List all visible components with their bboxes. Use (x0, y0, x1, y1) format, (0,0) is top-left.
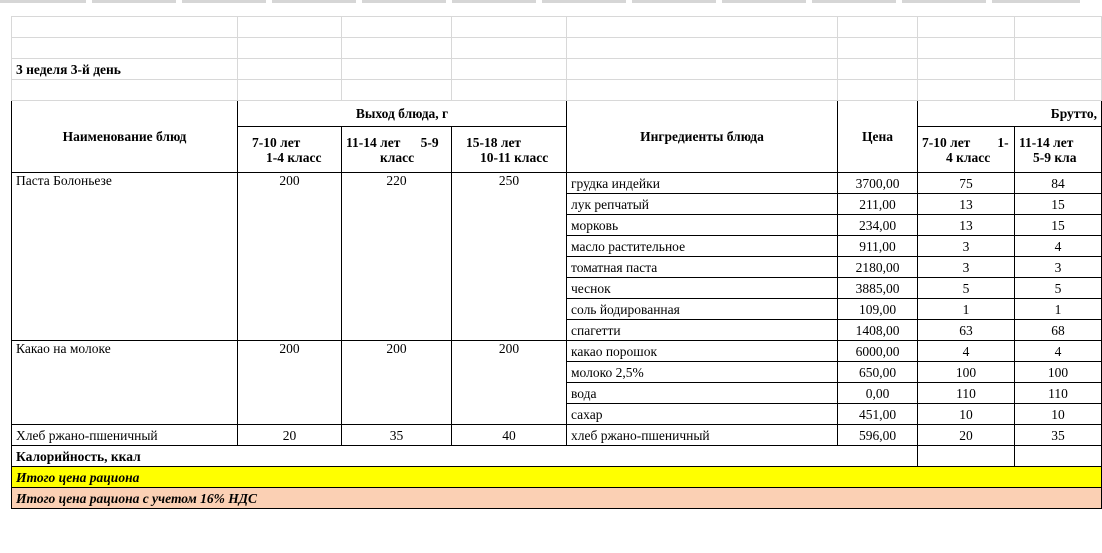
brutto-11-14[interactable]: 15 (1015, 194, 1102, 215)
brutto-7-10[interactable]: 13 (918, 215, 1015, 236)
brutto-11-14[interactable]: 1 (1015, 299, 1102, 320)
ingredient-price[interactable]: 596,00 (838, 425, 918, 446)
table-row (12, 173, 1102, 194)
calories-row (12, 446, 1102, 467)
ingredient-price[interactable]: 0,00 (838, 383, 918, 404)
calories-label[interactable]: Калорийность, ккал (12, 446, 918, 467)
total-vat-row (12, 488, 1102, 509)
brutto-7-10[interactable]: 20 (918, 425, 1015, 446)
output-header[interactable]: Выход блюда, г (238, 101, 567, 127)
ingredient-price[interactable]: 2180,00 (838, 257, 918, 278)
output-11-14[interactable]: 35 (342, 425, 452, 446)
brutto-7-10[interactable]: 5 (918, 278, 1015, 299)
ingredient-name[interactable]: лук репчатый (567, 194, 838, 215)
ingredient-price[interactable]: 1408,00 (838, 320, 918, 341)
brutto-11-14[interactable]: 4 (1015, 236, 1102, 257)
menu-table (11, 16, 1102, 509)
ingredient-price[interactable]: 234,00 (838, 215, 918, 236)
table-row (12, 341, 1102, 362)
total-row (12, 467, 1102, 488)
empty-row (12, 17, 1102, 38)
brutto-11-14[interactable]: 35 (1015, 425, 1102, 446)
ingredient-price[interactable]: 911,00 (838, 236, 918, 257)
brutto-11-14[interactable]: 10 (1015, 404, 1102, 425)
ingredient-name[interactable]: соль йодированная (567, 299, 838, 320)
brutto-7-10[interactable]: 110 (918, 383, 1015, 404)
total-label[interactable]: Итого цена рациона (12, 467, 1102, 488)
output-11-14[interactable]: 220 (342, 173, 452, 341)
brutto-7-10[interactable]: 13 (918, 194, 1015, 215)
ingredient-price[interactable]: 3700,00 (838, 173, 918, 194)
ingredient-name[interactable]: томатная паста (567, 257, 838, 278)
sheet-title[interactable]: 3 неделя 3-й день (12, 59, 238, 80)
header-row-1 (12, 101, 1102, 127)
output-11-14[interactable]: 200 (342, 341, 452, 425)
output-7-10[interactable]: 200 (238, 173, 342, 341)
brutto-header[interactable]: Брутто, (918, 101, 1102, 127)
ingredient-price[interactable]: 451,00 (838, 404, 918, 425)
brutto-11-14[interactable]: 84 (1015, 173, 1102, 194)
output-col-7-10[interactable]: 7-10 лет 1-4 класс (238, 127, 342, 173)
ingredient-name[interactable]: хлеб ржано-пшеничный (567, 425, 838, 446)
dish-name[interactable]: Какао на молоке (12, 341, 238, 425)
output-col-15-18[interactable]: 15-18 лет 10-11 класс (452, 127, 567, 173)
ingredient-name[interactable]: молоко 2,5% (567, 362, 838, 383)
brutto-7-10[interactable]: 1 (918, 299, 1015, 320)
brutto-11-14[interactable]: 100 (1015, 362, 1102, 383)
brutto-11-14[interactable]: 68 (1015, 320, 1102, 341)
brutto-7-10[interactable]: 3 (918, 257, 1015, 278)
brutto-11-14[interactable]: 5 (1015, 278, 1102, 299)
ingredient-name[interactable]: грудка индейки (567, 173, 838, 194)
output-15-18[interactable]: 40 (452, 425, 567, 446)
brutto-col-11-14[interactable]: 11-14 лет 5-9 кла (1015, 127, 1102, 173)
dish-name[interactable]: Паста Болоньезе (12, 173, 238, 341)
ingredient-price[interactable]: 3885,00 (838, 278, 918, 299)
output-15-18[interactable]: 200 (452, 341, 567, 425)
ingredient-name[interactable]: масло растительное (567, 236, 838, 257)
ingredient-name[interactable]: чеснок (567, 278, 838, 299)
output-7-10[interactable]: 200 (238, 341, 342, 425)
ingredient-name[interactable]: вода (567, 383, 838, 404)
ingredient-price[interactable]: 6000,00 (838, 341, 918, 362)
ingredients-header[interactable]: Ингредиенты блюда (567, 101, 838, 173)
total-vat-label[interactable]: Итого цена рациона с учетом 16% НДС (12, 488, 1102, 509)
ingredient-name[interactable]: спагетти (567, 320, 838, 341)
column-header-strip (0, 0, 1080, 10)
brutto-11-14[interactable]: 3 (1015, 257, 1102, 278)
output-col-11-14[interactable]: 11-14 лет 5-9 класс (342, 127, 452, 173)
ingredient-price[interactable]: 650,00 (838, 362, 918, 383)
ingredient-price[interactable]: 211,00 (838, 194, 918, 215)
empty-row (12, 80, 1102, 101)
title-row (12, 59, 1102, 80)
brutto-11-14[interactable]: 110 (1015, 383, 1102, 404)
brutto-7-10[interactable]: 4 (918, 341, 1015, 362)
empty-row (12, 38, 1102, 59)
brutto-11-14[interactable]: 15 (1015, 215, 1102, 236)
output-7-10[interactable]: 20 (238, 425, 342, 446)
ingredient-name[interactable]: сахар (567, 404, 838, 425)
brutto-7-10[interactable]: 100 (918, 362, 1015, 383)
brutto-7-10[interactable]: 3 (918, 236, 1015, 257)
price-header[interactable]: Цена (838, 101, 918, 173)
brutto-7-10[interactable]: 75 (918, 173, 1015, 194)
dish-name-header[interactable]: Наименование блюд (12, 101, 238, 173)
brutto-11-14[interactable]: 4 (1015, 341, 1102, 362)
ingredient-name[interactable]: морковь (567, 215, 838, 236)
brutto-7-10[interactable]: 63 (918, 320, 1015, 341)
dish-name[interactable]: Хлеб ржано-пшеничный (12, 425, 238, 446)
brutto-7-10[interactable]: 10 (918, 404, 1015, 425)
table-row (12, 425, 1102, 446)
brutto-col-7-10[interactable]: 7-10 лет 1- 4 класс (918, 127, 1015, 173)
output-15-18[interactable]: 250 (452, 173, 567, 341)
ingredient-name[interactable]: какао порошок (567, 341, 838, 362)
ingredient-price[interactable]: 109,00 (838, 299, 918, 320)
